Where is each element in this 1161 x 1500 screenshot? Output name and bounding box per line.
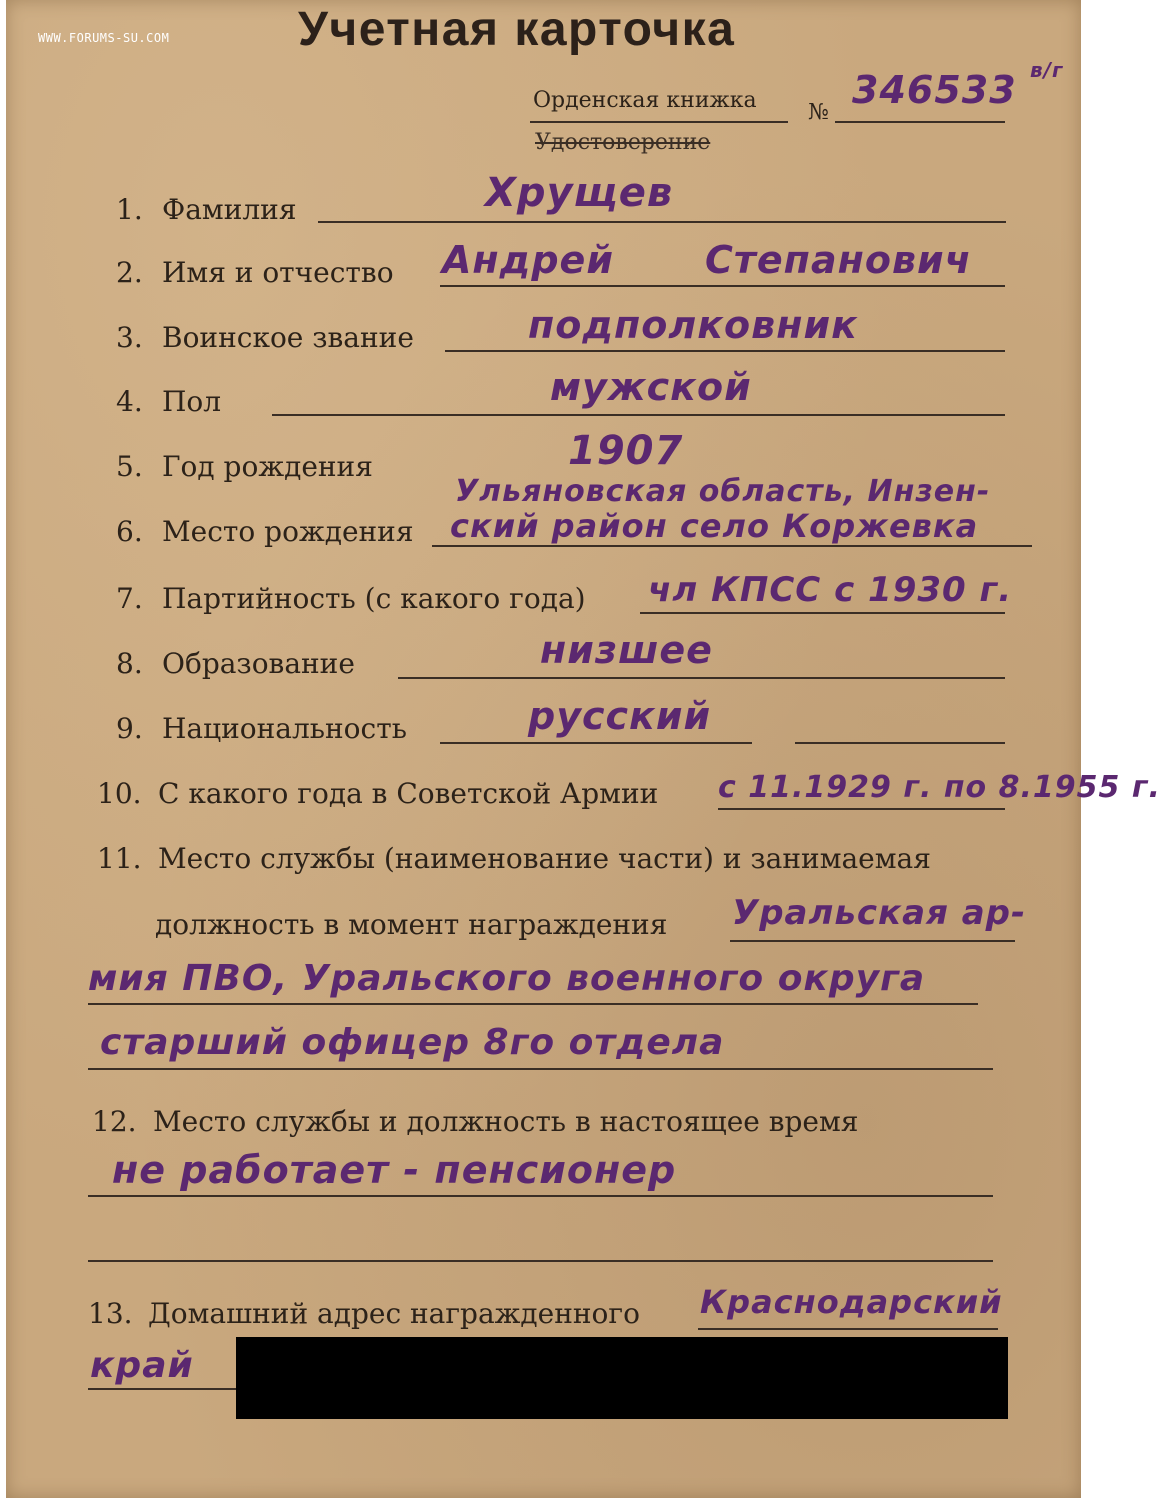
field-1-line <box>318 221 1006 223</box>
field-11-line-3 <box>88 1068 993 1070</box>
field-2-value-patronymic: Степанович <box>705 238 972 282</box>
field-8-number: 8. <box>116 647 143 680</box>
field-4-number: 4. <box>116 385 143 418</box>
field-6-value-line-1: Ульяновская область, Инзен- <box>455 474 991 509</box>
field-6-value-line-2: ский район село Коржевка <box>450 507 979 545</box>
field-11-value-line-3: старший офицер 8го отдела <box>100 1022 725 1063</box>
field-1-value: Хрущев <box>485 170 674 216</box>
field-3-value: подполковник <box>528 303 858 347</box>
field-5-number: 5. <box>116 450 143 483</box>
field-4-line <box>272 414 1005 416</box>
field-9-line-b <box>795 742 1005 744</box>
field-5-label: Год рождения <box>162 450 373 483</box>
order-book-number-suffix: в/г <box>1030 58 1064 82</box>
field-13-value-line-2: край <box>90 1345 194 1386</box>
watermark: WWW.FORUMS-SU.COM <box>38 31 170 45</box>
field-9-label: Национальность <box>162 712 407 745</box>
field-2-number: 2. <box>116 256 143 289</box>
field-12-line-2 <box>88 1260 993 1262</box>
field-12-line-1 <box>88 1195 993 1197</box>
field-11-label-line-1: Место службы (наименование части) и занимаемая <box>158 842 931 875</box>
field-3-number: 3. <box>116 321 143 354</box>
field-7-value: чл КПСС с 1930 г. <box>648 570 1013 610</box>
field-3-line <box>445 350 1005 352</box>
field-11-value-line-1: Уральская ар- <box>732 893 1027 933</box>
field-6-line <box>432 545 1032 547</box>
field-11-line-1 <box>730 940 1015 942</box>
field-3-label: Воинское звание <box>162 321 414 354</box>
field-12-value: не работает - пенсионер <box>112 1148 677 1192</box>
field-7-line <box>640 612 1005 614</box>
field-12-label: Место службы и должность в настоящее время <box>153 1105 859 1138</box>
order-book-underline <box>530 121 788 123</box>
number-underline <box>835 121 1005 123</box>
field-9-value: русский <box>528 694 712 738</box>
field-7-number: 7. <box>116 582 143 615</box>
field-6-number: 6. <box>116 515 143 548</box>
order-book-label: Орденская книжка <box>533 88 757 113</box>
field-7-label: Партийность (с какого года) <box>162 582 586 615</box>
order-book-number: 346533 <box>852 68 1017 112</box>
redaction-block <box>236 1337 1008 1419</box>
field-10-value: с 11.1929 г. по 8.1955 г. <box>718 770 1161 805</box>
number-sign: № <box>808 100 829 125</box>
field-11-value-line-2: мия ПВО, Уральского военного округа <box>88 958 926 999</box>
field-5-value: 1907 <box>568 428 684 474</box>
field-1-number: 1. <box>116 193 143 226</box>
field-1-label: Фамилия <box>162 193 297 226</box>
field-9-number: 9. <box>116 712 143 745</box>
field-10-number: 10. <box>97 777 142 810</box>
card-title: Учетная карточка <box>298 3 736 56</box>
field-8-label: Образование <box>162 647 355 680</box>
field-13-line-1 <box>698 1328 998 1330</box>
field-12-number: 12. <box>92 1105 137 1138</box>
field-11-line-2 <box>88 1003 978 1005</box>
crossed-certificate-label: Удостоверение <box>535 130 711 155</box>
field-8-line <box>398 677 1005 679</box>
field-11-label-line-2: должность в момент награждения <box>155 908 668 941</box>
field-2-line <box>440 285 1005 287</box>
field-4-label: Пол <box>162 385 222 418</box>
field-2-label: Имя и отчество <box>162 256 394 289</box>
field-2-value-first-name: Андрей <box>442 238 614 282</box>
field-13-value-line-1: Краснодарский <box>700 1283 1003 1321</box>
field-4-value: мужской <box>550 365 752 409</box>
field-10-line <box>718 808 1005 810</box>
field-13-line-2 <box>88 1388 238 1390</box>
field-11-number: 11. <box>97 842 142 875</box>
field-13-number: 13. <box>88 1297 133 1330</box>
field-13-label: Домашний адрес награжденного <box>148 1297 640 1330</box>
field-6-label: Место рождения <box>162 515 414 548</box>
field-9-line-a <box>440 742 752 744</box>
field-10-label: С какого года в Советской Армии <box>158 777 659 810</box>
field-8-value: низшее <box>540 628 713 672</box>
